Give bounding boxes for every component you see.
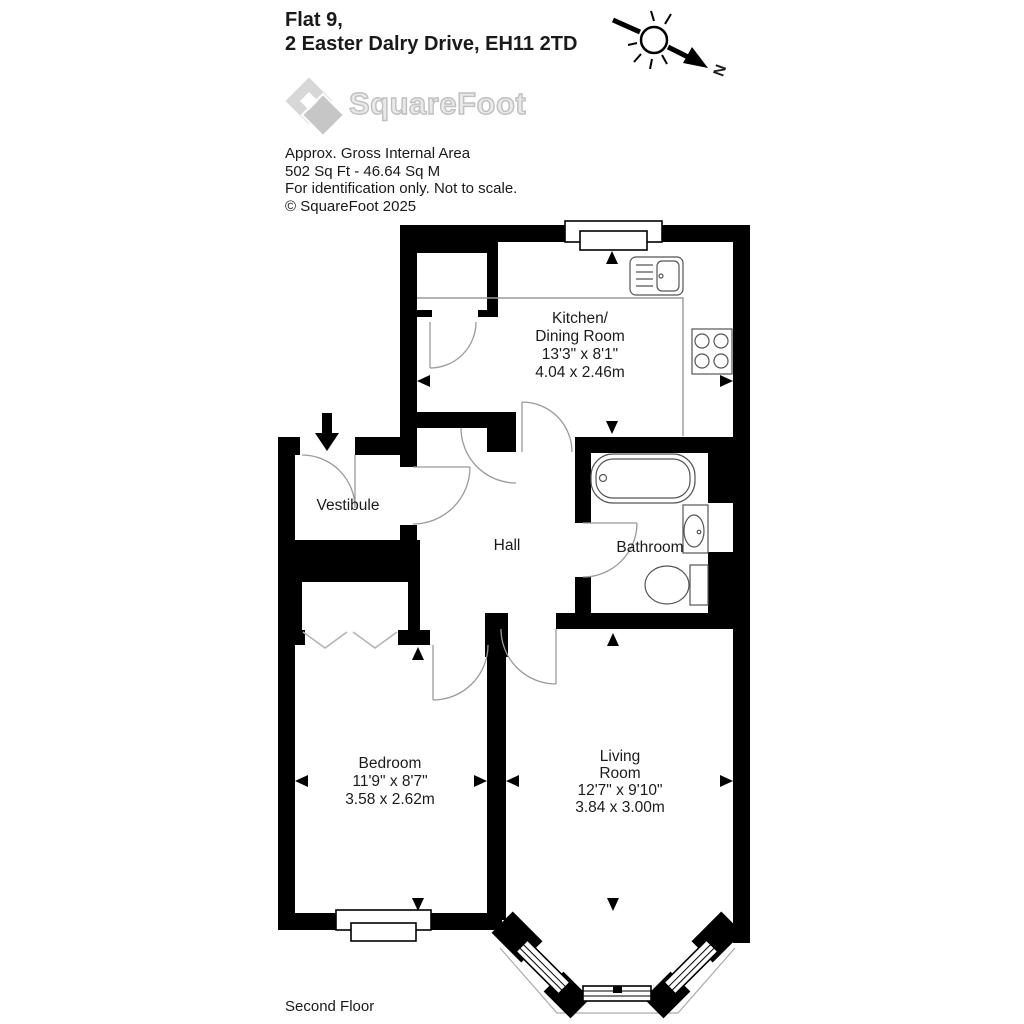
wardrobe-doors xyxy=(303,632,397,648)
bedroom-door-swing xyxy=(433,645,488,700)
sink-icon xyxy=(630,257,683,295)
room-dims-metric: 3.58 x 2.62m xyxy=(345,791,435,808)
bathtub-icon xyxy=(591,454,695,503)
room-label-kitchen xyxy=(535,310,625,381)
compass xyxy=(613,11,729,78)
room-dims-imperial: 11'9" x 8'7" xyxy=(352,773,428,790)
area-line: Approx. Gross Internal Area xyxy=(285,145,471,162)
room-label-bathroom xyxy=(616,539,683,556)
bay-window-left-pane xyxy=(516,940,570,994)
bay-window xyxy=(492,912,743,1019)
closet-door-swing xyxy=(430,322,476,368)
hob-icon xyxy=(692,329,732,374)
vestibule-door-swing xyxy=(413,467,470,524)
disclaimer: For identification only. Not to scale. xyxy=(285,180,518,198)
room-name: Vestibule xyxy=(316,497,380,514)
room-label-bedroom xyxy=(345,755,435,808)
bedroom-window xyxy=(336,910,431,941)
kitchen-door-swing xyxy=(522,402,572,452)
room-label-living xyxy=(575,748,665,816)
basin-icon xyxy=(683,505,708,553)
bathroom-fixtures xyxy=(591,454,708,605)
sun-icon xyxy=(641,27,667,53)
squarefoot-logo-text: SquareFoot xyxy=(349,86,527,121)
room-name: Bedroom xyxy=(358,755,422,772)
kitchen-window xyxy=(565,221,662,250)
area-values: 502 Sq Ft - 46.64 Sq M xyxy=(285,162,441,180)
bay-window-right-pane xyxy=(664,940,718,994)
room-dims-metric: 4.04 x 2.46m xyxy=(535,364,625,381)
entry-arrow-icon xyxy=(315,413,339,451)
room-name: Living xyxy=(599,748,641,765)
floor-name-label: Second Floor xyxy=(285,998,375,1015)
bay-window-center-pane xyxy=(583,986,651,1001)
north-arrow-head xyxy=(683,47,708,68)
north-arrow-shaft xyxy=(668,47,688,57)
room-label-vestibule xyxy=(317,497,380,514)
room-dims-imperial: 13'3" x 8'1" xyxy=(541,346,619,363)
room-name: Bathroom xyxy=(616,539,684,556)
walls xyxy=(278,225,750,943)
room-label-hall xyxy=(494,537,521,554)
north-letter: N xyxy=(708,61,729,79)
room-name: Dining Room xyxy=(535,328,625,345)
room-dims-imperial: 12'7" x 9'10" xyxy=(577,782,663,799)
sun-long-ray xyxy=(613,20,640,32)
squarefoot-logo-icon xyxy=(284,76,344,136)
address-line1: Flat 9, xyxy=(285,9,343,31)
copyright: © SquareFoot 2025 xyxy=(285,197,417,215)
toilet-icon xyxy=(645,565,708,605)
living-door-swing xyxy=(501,629,556,684)
room-dims-metric: 3.84 x 3.00m xyxy=(575,799,665,816)
room-name: Room xyxy=(599,765,641,782)
address-line2: 2 Easter Dalry Drive, EH11 2TD xyxy=(285,33,578,55)
room-name: Kitchen/ xyxy=(551,310,609,327)
room-name: Hall xyxy=(493,537,521,554)
